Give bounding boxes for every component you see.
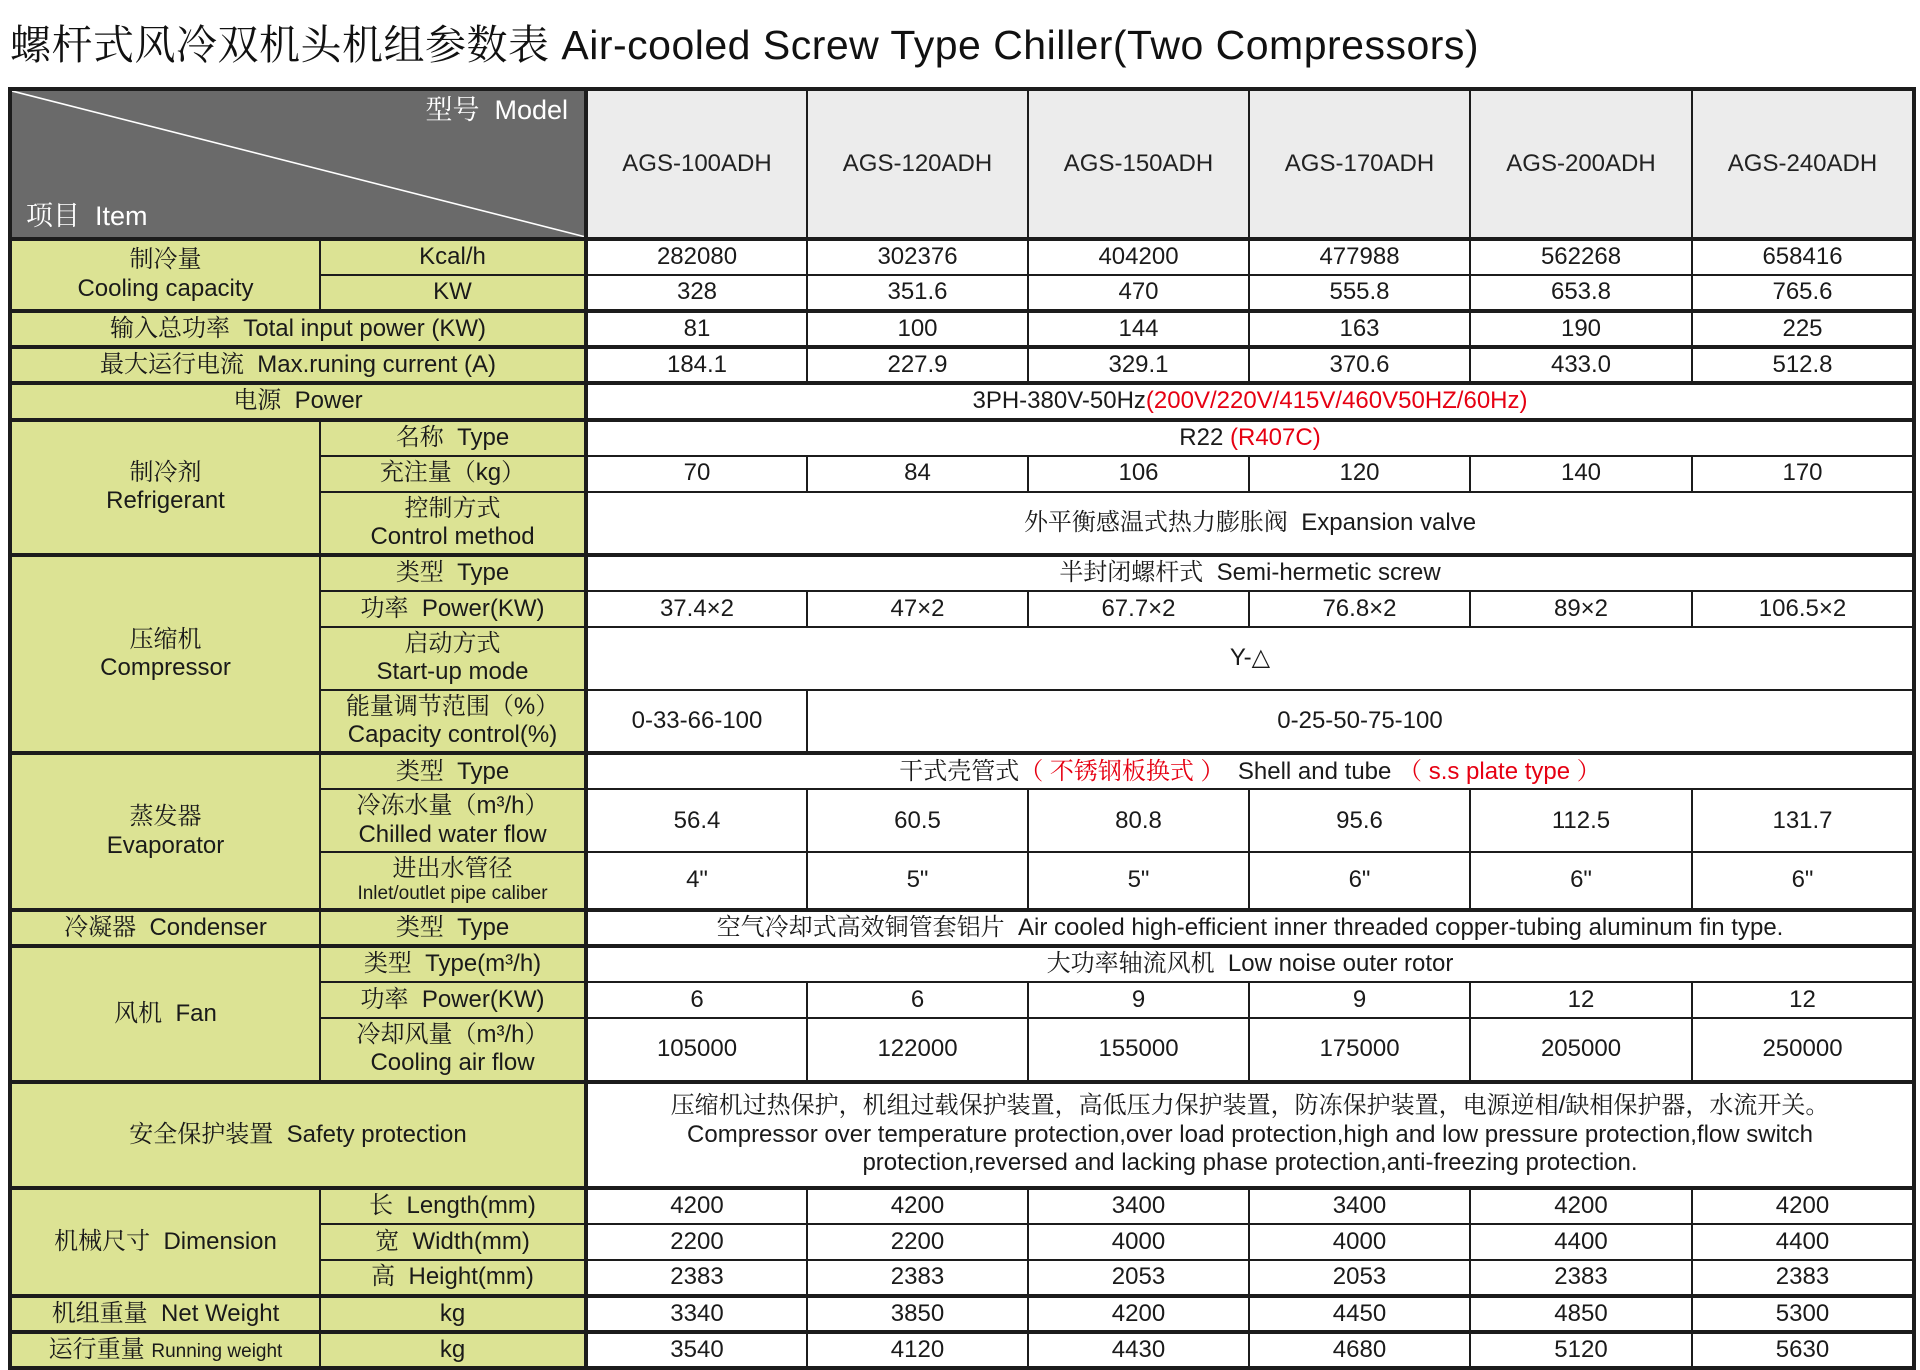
value-cell: 4450 [1249, 1296, 1470, 1332]
value-cell: 4400 [1692, 1224, 1914, 1260]
value-cell: 89×2 [1470, 591, 1692, 627]
value-cell: 4200 [1470, 1188, 1692, 1224]
label-compressor-power: 功率 Power(KW) [320, 591, 586, 627]
label-compressor-capacity: 能量调节范围（%） Capacity control(%) [320, 690, 586, 754]
value-cell: 227.9 [807, 347, 1028, 383]
value-power-supply: 3PH-380V-50Hz(200V/220V/415V/460V50HZ/60Hz) [586, 383, 1914, 419]
table-row [10, 1332, 1914, 1368]
table-row [10, 910, 1914, 946]
label-cooling-capacity: 制冷量 Cooling capacity [10, 239, 320, 311]
model-header-cell: AGS-150ADH [1028, 89, 1249, 239]
label-refrigerant-control: 控制方式 Control method [320, 492, 586, 556]
label-safety-protection: 安全保护装置 Safety protection [10, 1082, 586, 1188]
value-cell: 5630 [1692, 1332, 1914, 1368]
label-width: 宽 Width(mm) [320, 1224, 586, 1260]
label-cooling-air-flow: 冷却风量（m³/h） Cooling air flow [320, 1018, 586, 1082]
value-cell: 80.8 [1028, 789, 1249, 852]
value-capacity-rest: 0-25-50-75-100 [807, 690, 1914, 754]
value-cell: 5300 [1692, 1296, 1914, 1332]
unit-kw: KW [320, 275, 586, 311]
value-cell: 6" [1470, 852, 1692, 910]
value-cell: 37.4×2 [586, 591, 807, 627]
value-cell: 4" [586, 852, 807, 910]
value-cell: 3400 [1028, 1188, 1249, 1224]
value-fan-type: 大功率轴流风机 Low noise outer rotor [586, 946, 1914, 982]
value-cell: 4430 [1028, 1332, 1249, 1368]
model-label: 型号 Model [425, 95, 568, 125]
value-cell: 60.5 [807, 789, 1028, 852]
label-fan-power: 功率 Power(KW) [320, 982, 586, 1018]
value-cell: 658416 [1692, 239, 1914, 275]
value-cell: 67.7×2 [1028, 591, 1249, 627]
value-cell: 4000 [1249, 1224, 1470, 1260]
value-cell: 555.8 [1249, 275, 1470, 311]
value-cell: 6 [586, 982, 807, 1018]
value-cell: 5" [1028, 852, 1249, 910]
value-compressor-type: 半封闭螺杆式 Semi-hermetic screw [586, 555, 1914, 591]
value-cell: 6" [1249, 852, 1470, 910]
spec-table [8, 87, 1916, 1370]
table-row [10, 1082, 1914, 1188]
value-cell: 225 [1692, 311, 1914, 347]
model-header-cell: AGS-200ADH [1470, 89, 1692, 239]
value-cell: 4850 [1470, 1296, 1692, 1332]
value-cell: 477988 [1249, 239, 1470, 275]
value-cell: 184.1 [586, 347, 807, 383]
value-cell: 329.1 [1028, 347, 1249, 383]
value-cell: 470 [1028, 275, 1249, 311]
label-refrigerant: 制冷剂 Refrigerant [10, 420, 320, 556]
table-row [10, 1296, 1914, 1332]
label-net-weight: 机组重量 Net Weight [10, 1296, 320, 1332]
value-cell: 4680 [1249, 1332, 1470, 1368]
value-cell: 56.4 [586, 789, 807, 852]
value-cell: 105000 [586, 1018, 807, 1082]
value-cell: 5" [807, 852, 1028, 910]
value-cell: 122000 [807, 1018, 1028, 1082]
table-row [10, 1188, 1914, 1224]
value-cell: 404200 [1028, 239, 1249, 275]
value-cell: 9 [1249, 982, 1470, 1018]
value-cell: 4000 [1028, 1224, 1249, 1260]
value-cell: 4200 [807, 1188, 1028, 1224]
value-capacity-first: 0-33-66-100 [586, 690, 807, 754]
value-cell: 765.6 [1692, 275, 1914, 311]
label-evaporator: 蒸发器 Evaporator [10, 753, 320, 909]
value-cell: 4200 [1028, 1296, 1249, 1332]
model-header-cell: AGS-240ADH [1692, 89, 1914, 239]
value-cell: 250000 [1692, 1018, 1914, 1082]
value-cell: 84 [807, 456, 1028, 492]
label-dimension: 机械尺寸 Dimension [10, 1188, 320, 1296]
label-fan: 风机 Fan [10, 946, 320, 1082]
value-cell: 106.5×2 [1692, 591, 1914, 627]
value-cell: 163 [1249, 311, 1470, 347]
label-chilled-water-flow: 冷冻水量（m³/h） Chilled water flow [320, 789, 586, 852]
value-cell: 4200 [586, 1188, 807, 1224]
value-cell: 328 [586, 275, 807, 311]
value-cell: 653.8 [1470, 275, 1692, 311]
value-cell: 3400 [1249, 1188, 1470, 1224]
label-refrigerant-charge: 充注量（kg） [320, 456, 586, 492]
value-evaporator-type: 干式壳管式（ 不锈钢板换式 ） Shell and tube （ s.s plate type ） [586, 753, 1914, 789]
value-control-method: 外平衡感温式热力膨胀阀 Expansion valve [586, 492, 1914, 556]
value-cell: 9 [1028, 982, 1249, 1018]
value-cell: 3540 [586, 1332, 807, 1368]
value-cell: 2053 [1249, 1260, 1470, 1296]
value-cell: 140 [1470, 456, 1692, 492]
value-cell: 170 [1692, 456, 1914, 492]
value-cell: 4200 [1692, 1188, 1914, 1224]
model-header-cell: AGS-170ADH [1249, 89, 1470, 239]
label-evaporator-type: 类型 Type [320, 753, 586, 789]
table-row [10, 383, 1914, 419]
value-cell: 175000 [1249, 1018, 1470, 1082]
unit-net-weight-kg: kg [320, 1296, 586, 1332]
label-compressor: 压缩机 Compressor [10, 555, 320, 753]
value-cell: 120 [1249, 456, 1470, 492]
label-total-input-power: 输入总功率 Total input power (KW) [10, 311, 586, 347]
value-cell: 282080 [586, 239, 807, 275]
label-pipe-caliber: 进出水管径 Inlet/outlet pipe caliber [320, 852, 586, 910]
value-cell: 112.5 [1470, 789, 1692, 852]
header-row [10, 89, 1914, 239]
value-cell: 106 [1028, 456, 1249, 492]
value-cell: 12 [1692, 982, 1914, 1018]
table-row [10, 555, 1914, 591]
value-cell: 512.8 [1692, 347, 1914, 383]
table-row [10, 239, 1914, 275]
label-condenser: 冷凝器 Condenser [10, 910, 320, 946]
value-condenser-type: 空气冷却式高效铜管套铝片 Air cooled high-efficient inner threaded copper-tubing aluminum fin type. [586, 910, 1914, 946]
value-cell: 131.7 [1692, 789, 1914, 852]
corner-header [10, 89, 586, 239]
value-cell: 302376 [807, 239, 1028, 275]
value-cell: 2200 [586, 1224, 807, 1260]
value-cell: 2053 [1028, 1260, 1249, 1296]
label-compressor-startup: 启动方式 Start-up mode [320, 627, 586, 690]
value-cell: 12 [1470, 982, 1692, 1018]
value-cell: 6" [1692, 852, 1914, 910]
value-cell: 70 [586, 456, 807, 492]
value-cell: 2383 [1470, 1260, 1692, 1296]
value-cell: 205000 [1470, 1018, 1692, 1082]
value-startup-mode: Y-△ [586, 627, 1914, 690]
label-compressor-type: 类型 Type [320, 555, 586, 591]
unit-running-weight-kg: kg [320, 1332, 586, 1368]
model-header-cell: AGS-120ADH [807, 89, 1028, 239]
value-safety-text: 压缩机过热保护，机组过载保护装置，高低压力保护装置，防冻保护装置，电源逆相/缺相保护器，水流开关。 Compressor over temperature protection,over load protection,high and low pressure protection,flow switch protection,reversed and lacking phase protection,anti-freezing protection. [586, 1082, 1914, 1188]
value-cell: 370.6 [1249, 347, 1470, 383]
value-cell: 2383 [807, 1260, 1028, 1296]
label-max-running-current: 最大运行电流 Max.runing current (A) [10, 347, 586, 383]
label-length: 长 Length(mm) [320, 1188, 586, 1224]
value-cell: 2200 [807, 1224, 1028, 1260]
value-cell: 4400 [1470, 1224, 1692, 1260]
value-cell: 47×2 [807, 591, 1028, 627]
value-cell: 6 [807, 982, 1028, 1018]
label-power-supply: 电源 Power [10, 383, 586, 419]
table-row [10, 753, 1914, 789]
label-condenser-type: 类型 Type [320, 910, 586, 946]
value-cell: 2383 [1692, 1260, 1914, 1296]
item-label: 项目 Item [26, 200, 148, 231]
value-cell: 562268 [1470, 239, 1692, 275]
table-row [10, 347, 1914, 383]
value-cell: 155000 [1028, 1018, 1249, 1082]
value-cell: 144 [1028, 311, 1249, 347]
unit-kcal: Kcal/h [320, 239, 586, 275]
page-title: 螺杆式风冷双机头机组参数表 Air-cooled Screw Type Chiller(Two Compressors) [10, 22, 1480, 68]
value-cell: 2383 [586, 1260, 807, 1296]
label-running-weight: 运行重量 Running weight [10, 1332, 320, 1368]
value-cell: 3850 [807, 1296, 1028, 1332]
model-header-cell: AGS-100ADH [586, 89, 807, 239]
value-cell: 81 [586, 311, 807, 347]
table-row [10, 420, 1914, 456]
value-cell: 433.0 [1470, 347, 1692, 383]
table-row [10, 946, 1914, 982]
value-cell: 351.6 [807, 275, 1028, 311]
value-cell: 76.8×2 [1249, 591, 1470, 627]
value-cell: 190 [1470, 311, 1692, 347]
label-height: 高 Height(mm) [320, 1260, 586, 1296]
value-cell: 3340 [586, 1296, 807, 1332]
value-cell: 95.6 [1249, 789, 1470, 852]
value-cell: 5120 [1470, 1332, 1692, 1368]
value-cell: 4120 [807, 1332, 1028, 1368]
label-refrigerant-name: 名称 Type [320, 420, 586, 456]
value-refrigerant-name: R22 (R407C) [586, 420, 1914, 456]
value-cell: 100 [807, 311, 1028, 347]
label-fan-type: 类型 Type(m³/h) [320, 946, 586, 982]
spec-sheet-page [8, 4, 1912, 1370]
table-row [10, 311, 1914, 347]
